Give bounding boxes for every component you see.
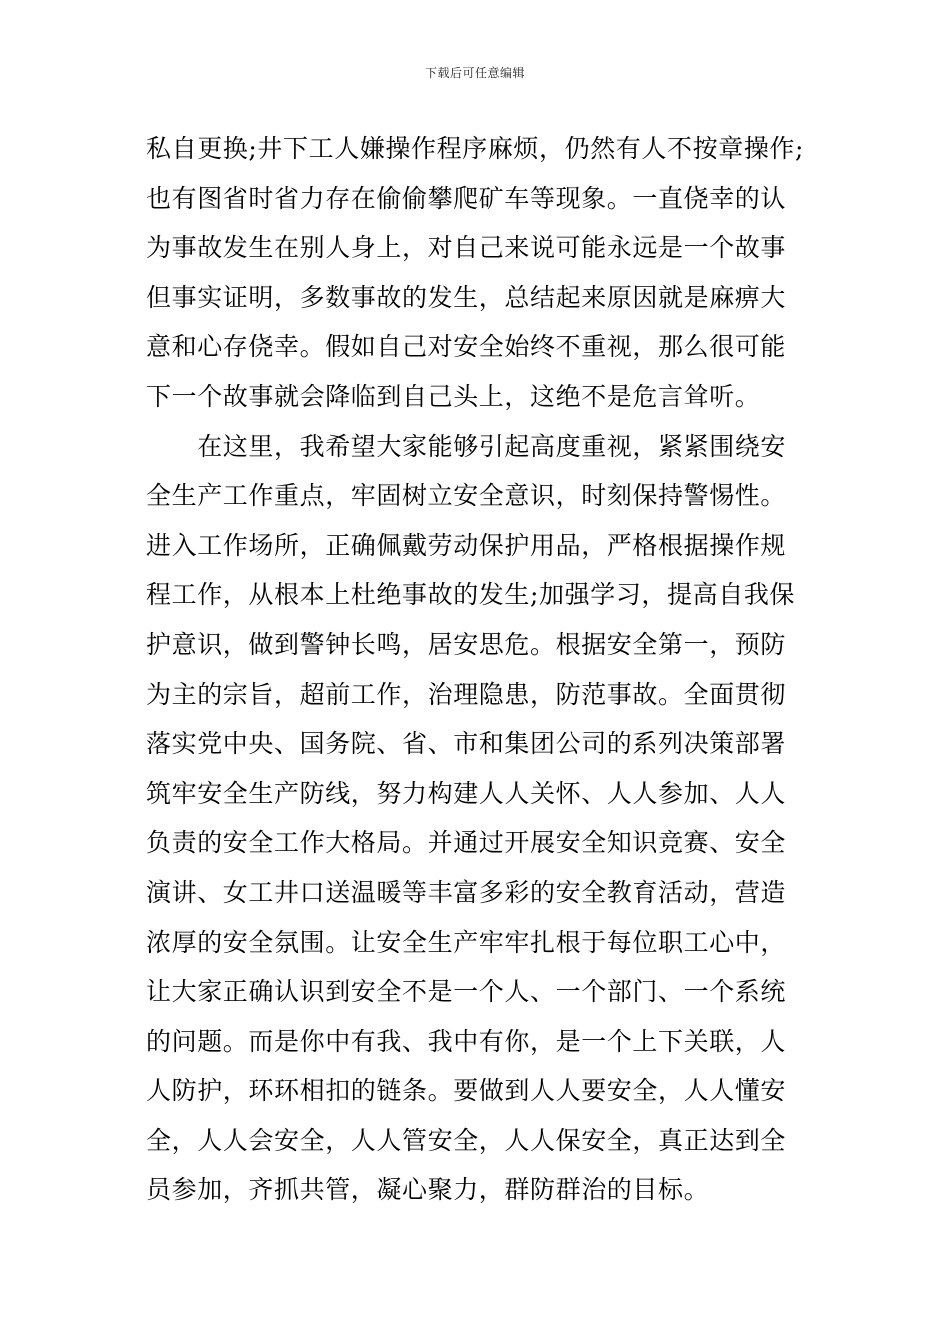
text-line: 意和心存侥幸。假如自己对安全始终不重视，那么很可能	[146, 332, 787, 362]
text-line: 程工作，从根本上杜绝事故的发生;加强学习，提高自我保	[146, 580, 796, 610]
text-line: 浓厚的安全氛围。让安全生产牢牢扎根于每位职工心中，	[146, 927, 787, 957]
text-line: 负责的安全工作大格局。并通过开展安全知识竞赛、安全	[146, 828, 787, 858]
text-line: 演讲、女工井口送温暖等丰富多彩的安全教育活动，营造	[146, 877, 787, 907]
text-line: 进入工作场所，正确佩戴劳动保护用品，严格根据操作规	[146, 530, 787, 560]
text-line: 为事故发生在别人身上，对自己来说可能永远是一个故事	[146, 233, 787, 263]
text-line: 落实党中央、国务院、省、市和集团公司的系列决策部署	[146, 729, 787, 759]
text-line: 但事实证明，多数事故的发生，总结起来原因就是麻痹大	[146, 282, 787, 312]
text-line: 也有图省时省力存在偷偷攀爬矿车等现象。一直侥幸的认	[146, 183, 787, 213]
text-line: 为主的宗旨，超前工作，治理隐患，防范事故。全面贯彻	[146, 679, 787, 709]
text-line: 全生产工作重点，牢固树立安全意识，时刻保持警惕性。	[146, 481, 787, 511]
text-line: 人防护，环环相扣的链条。要做到人人要安全，人人懂安	[146, 1076, 787, 1106]
document-body	[146, 124, 826, 1215]
text-line: 的问题。而是你中有我、我中有你，是一个上下关联，人	[146, 1026, 787, 1056]
text-line: 全，人人会安全，人人管安全，人人保安全，真正达到全	[146, 1125, 787, 1155]
text-line: 在这里，我希望大家能够引起高度重视，紧紧围绕安	[146, 431, 787, 461]
text-line: 员参加，齐抓共管，凝心聚力，群防群治的目标。	[146, 1175, 710, 1205]
text-line: 护意识，做到警钟长鸣，居安思危。根据安全第一，预防	[146, 629, 787, 659]
text-line: 下一个故事就会降临到自己头上，这绝不是危言耸听。	[146, 381, 761, 411]
page-header-caption: 下载后可任意编辑	[424, 66, 525, 80]
text-line: 让大家正确认识到安全不是一个人、一个部门、一个系统	[146, 977, 787, 1007]
text-line: 筑牢安全生产防线，努力构建人人关怀、人人参加、人人	[146, 778, 787, 808]
text-line: 私自更换;井下工人嫌操作程序麻烦，仍然有人不按章操作;	[146, 134, 805, 163]
